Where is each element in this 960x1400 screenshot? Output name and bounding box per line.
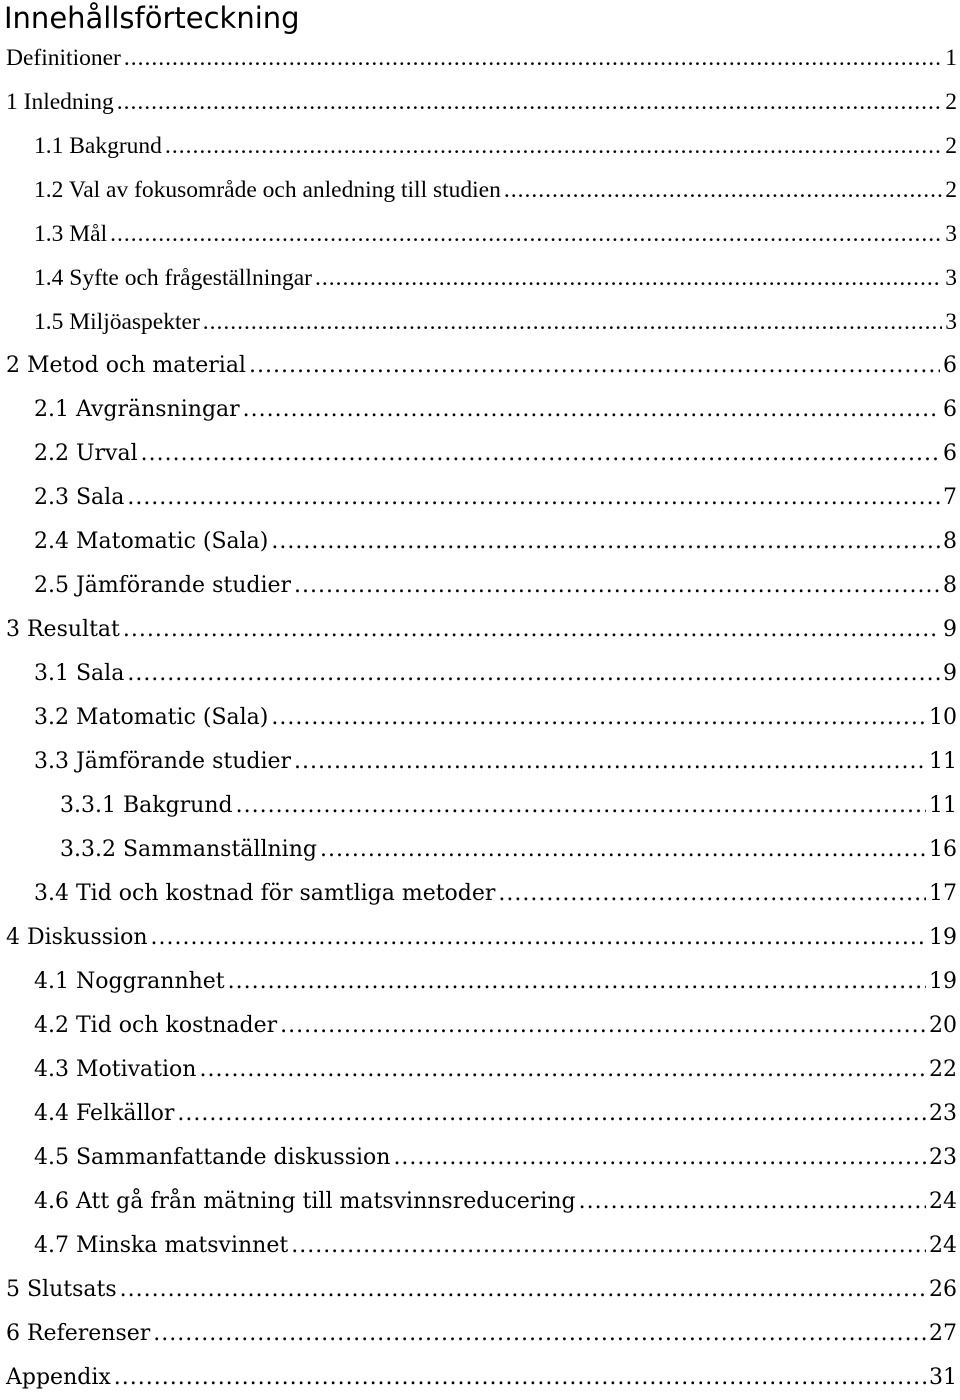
dot-leader xyxy=(320,828,926,872)
table-of-contents xyxy=(0,36,960,1400)
toc-entry[interactable] xyxy=(0,168,960,212)
toc-entry[interactable] xyxy=(0,1312,960,1356)
toc-entry-label: 2 Metod och material xyxy=(6,353,246,378)
dot-leader xyxy=(291,1224,926,1268)
toc-entry-page-number: 2 xyxy=(945,89,957,115)
toc-entry[interactable] xyxy=(0,652,960,696)
toc-entry[interactable] xyxy=(0,1048,960,1092)
toc-entry[interactable] xyxy=(0,212,960,256)
dot-leader xyxy=(579,1180,926,1224)
toc-entry-page-number: 1 xyxy=(945,45,957,71)
dot-leader xyxy=(199,1048,926,1092)
dot-leader xyxy=(165,124,942,168)
dot-leader xyxy=(153,1312,926,1356)
toc-entry[interactable] xyxy=(0,784,960,828)
toc-entry-label: 4 Diskussion xyxy=(6,925,148,950)
toc-entry[interactable] xyxy=(0,872,960,916)
toc-entry[interactable] xyxy=(0,80,960,124)
toc-entry-page-number: 20 xyxy=(929,1013,957,1038)
dot-leader xyxy=(127,476,940,520)
toc-entry-page-number: 17 xyxy=(929,881,957,906)
toc-entry-page-number: 11 xyxy=(929,793,957,818)
toc-entry[interactable] xyxy=(0,1136,960,1180)
toc-entry-label: 3.3 Jämförande studier xyxy=(34,749,292,774)
dot-leader xyxy=(203,300,942,344)
toc-entry[interactable] xyxy=(0,256,960,300)
toc-entry-label: 1.5 Miljöaspekter xyxy=(34,309,200,335)
toc-entry[interactable] xyxy=(0,828,960,872)
toc-entry-label: 2.2 Urval xyxy=(34,441,138,466)
toc-entry-page-number: 3 xyxy=(945,265,957,291)
toc-entry-page-number: 19 xyxy=(929,925,957,950)
toc-entry-label: 3.2 Matomatic (Sala) xyxy=(34,705,269,730)
toc-entry-page-number: 24 xyxy=(929,1233,957,1258)
toc-entry-label: 4.7 Minska matsvinnet xyxy=(34,1233,289,1258)
toc-entry-page-number: 19 xyxy=(929,969,957,994)
dot-leader xyxy=(280,1004,926,1048)
dot-leader xyxy=(127,652,940,696)
page-title: Innehållsförteckning xyxy=(4,1,300,35)
toc-entry-label: 1.2 Val av fokusområde och anledning till studien xyxy=(34,177,501,203)
toc-entry-page-number: 9 xyxy=(943,661,957,686)
toc-entry-page-number: 3 xyxy=(945,309,957,335)
toc-entry-page-number: 6 xyxy=(943,397,957,422)
toc-entry-page-number: 6 xyxy=(943,353,957,378)
dot-leader xyxy=(243,388,940,432)
toc-entry-page-number: 26 xyxy=(929,1277,957,1302)
toc-entry-page-number: 31 xyxy=(929,1365,957,1390)
toc-entry-label: 4.1 Noggrannhet xyxy=(34,969,225,994)
toc-entry-label: Appendix xyxy=(6,1365,111,1390)
dot-leader xyxy=(123,608,940,652)
toc-entry-label: 2.5 Jämförande studier xyxy=(34,573,292,598)
toc-entry[interactable] xyxy=(0,344,960,388)
toc-entry[interactable] xyxy=(0,1268,960,1312)
toc-entry-label: 2.1 Avgränsningar xyxy=(34,397,240,422)
dot-leader xyxy=(110,212,942,256)
toc-entry-label: 3.3.2 Sammanställning xyxy=(60,837,317,862)
toc-entry[interactable] xyxy=(0,476,960,520)
dot-leader xyxy=(151,916,927,960)
toc-entry-label: 3.1 Sala xyxy=(34,661,125,686)
dot-leader xyxy=(120,1268,926,1312)
toc-entry-page-number: 9 xyxy=(943,617,957,642)
toc-entry-label: 1 Inledning xyxy=(6,89,114,115)
toc-entry[interactable] xyxy=(0,740,960,784)
toc-entry-page-number: 8 xyxy=(943,573,957,598)
toc-entry-label: 4.4 Felkällor xyxy=(34,1101,175,1126)
toc-entry-page-number: 8 xyxy=(943,529,957,554)
dot-leader xyxy=(236,784,926,828)
dot-leader xyxy=(271,696,926,740)
toc-entry[interactable] xyxy=(0,608,960,652)
toc-entry-label: 5 Slutsats xyxy=(6,1277,117,1302)
toc-entry-page-number: 16 xyxy=(929,837,957,862)
toc-entry-page-number: 6 xyxy=(943,441,957,466)
toc-entry-label: 2.3 Sala xyxy=(34,485,125,510)
toc-entry-page-number: 24 xyxy=(929,1189,957,1214)
toc-entry-label: 1.1 Bakgrund xyxy=(34,133,162,159)
toc-entry-page-number: 2 xyxy=(945,133,957,159)
toc-entry-label: 3 Resultat xyxy=(6,617,120,642)
toc-entry[interactable] xyxy=(0,300,960,344)
dot-leader xyxy=(141,432,940,476)
dot-leader xyxy=(117,80,943,124)
dot-leader xyxy=(271,520,940,564)
toc-entry[interactable] xyxy=(0,124,960,168)
dot-leader xyxy=(294,564,940,608)
toc-entry-page-number: 7 xyxy=(943,485,957,510)
toc-entry[interactable] xyxy=(0,432,960,476)
toc-entry-page-number: 10 xyxy=(929,705,957,730)
toc-entry-label: 3.4 Tid och kostnad för samtliga metoder xyxy=(34,881,496,906)
toc-entry[interactable] xyxy=(0,960,960,1004)
toc-entry-label: 4.2 Tid och kostnader xyxy=(34,1013,278,1038)
toc-entry[interactable] xyxy=(0,916,960,960)
toc-entry-page-number: 11 xyxy=(929,749,957,774)
dot-leader xyxy=(228,960,926,1004)
dot-leader xyxy=(114,1356,926,1400)
dot-leader xyxy=(177,1092,926,1136)
toc-entry[interactable] xyxy=(0,1092,960,1136)
toc-entry[interactable] xyxy=(0,1004,960,1048)
toc-entry-label: 1.4 Syfte och frågeställningar xyxy=(34,265,312,291)
dot-leader xyxy=(393,1136,926,1180)
toc-entry-page-number: 23 xyxy=(929,1145,957,1170)
toc-entry-page-number: 23 xyxy=(929,1101,957,1126)
toc-entry-label: 1.3 Mål xyxy=(34,221,108,247)
toc-entry-label: 6 Referenser xyxy=(6,1321,151,1346)
toc-entry[interactable] xyxy=(0,696,960,740)
toc-entry-label: 3.3.1 Bakgrund xyxy=(60,793,233,818)
toc-entry-label: Definitioner xyxy=(6,45,121,71)
toc-entry-page-number: 2 xyxy=(945,177,957,203)
toc-entry[interactable] xyxy=(0,1224,960,1268)
dot-leader xyxy=(124,36,942,80)
toc-entry[interactable] xyxy=(0,388,960,432)
toc-entry-label: 4.6 Att gå från mätning till matsvinnsreducering xyxy=(34,1189,576,1214)
toc-entry[interactable] xyxy=(0,1356,960,1400)
toc-entry-label: 4.3 Motivation xyxy=(34,1057,197,1082)
toc-entry[interactable] xyxy=(0,520,960,564)
dot-leader xyxy=(504,168,942,212)
toc-entry-label: 2.4 Matomatic (Sala) xyxy=(34,529,269,554)
toc-entry[interactable] xyxy=(0,564,960,608)
toc-entry[interactable] xyxy=(0,1180,960,1224)
dot-leader xyxy=(315,256,942,300)
toc-entry-page-number: 27 xyxy=(929,1321,957,1346)
toc-entry[interactable] xyxy=(0,36,960,80)
toc-entry-label: 4.5 Sammanfattande diskussion xyxy=(34,1145,391,1170)
toc-entry-page-number: 3 xyxy=(945,221,957,247)
toc-entry-page-number: 22 xyxy=(929,1057,957,1082)
dot-leader xyxy=(249,344,940,388)
dot-leader xyxy=(294,740,926,784)
dot-leader xyxy=(498,872,926,916)
